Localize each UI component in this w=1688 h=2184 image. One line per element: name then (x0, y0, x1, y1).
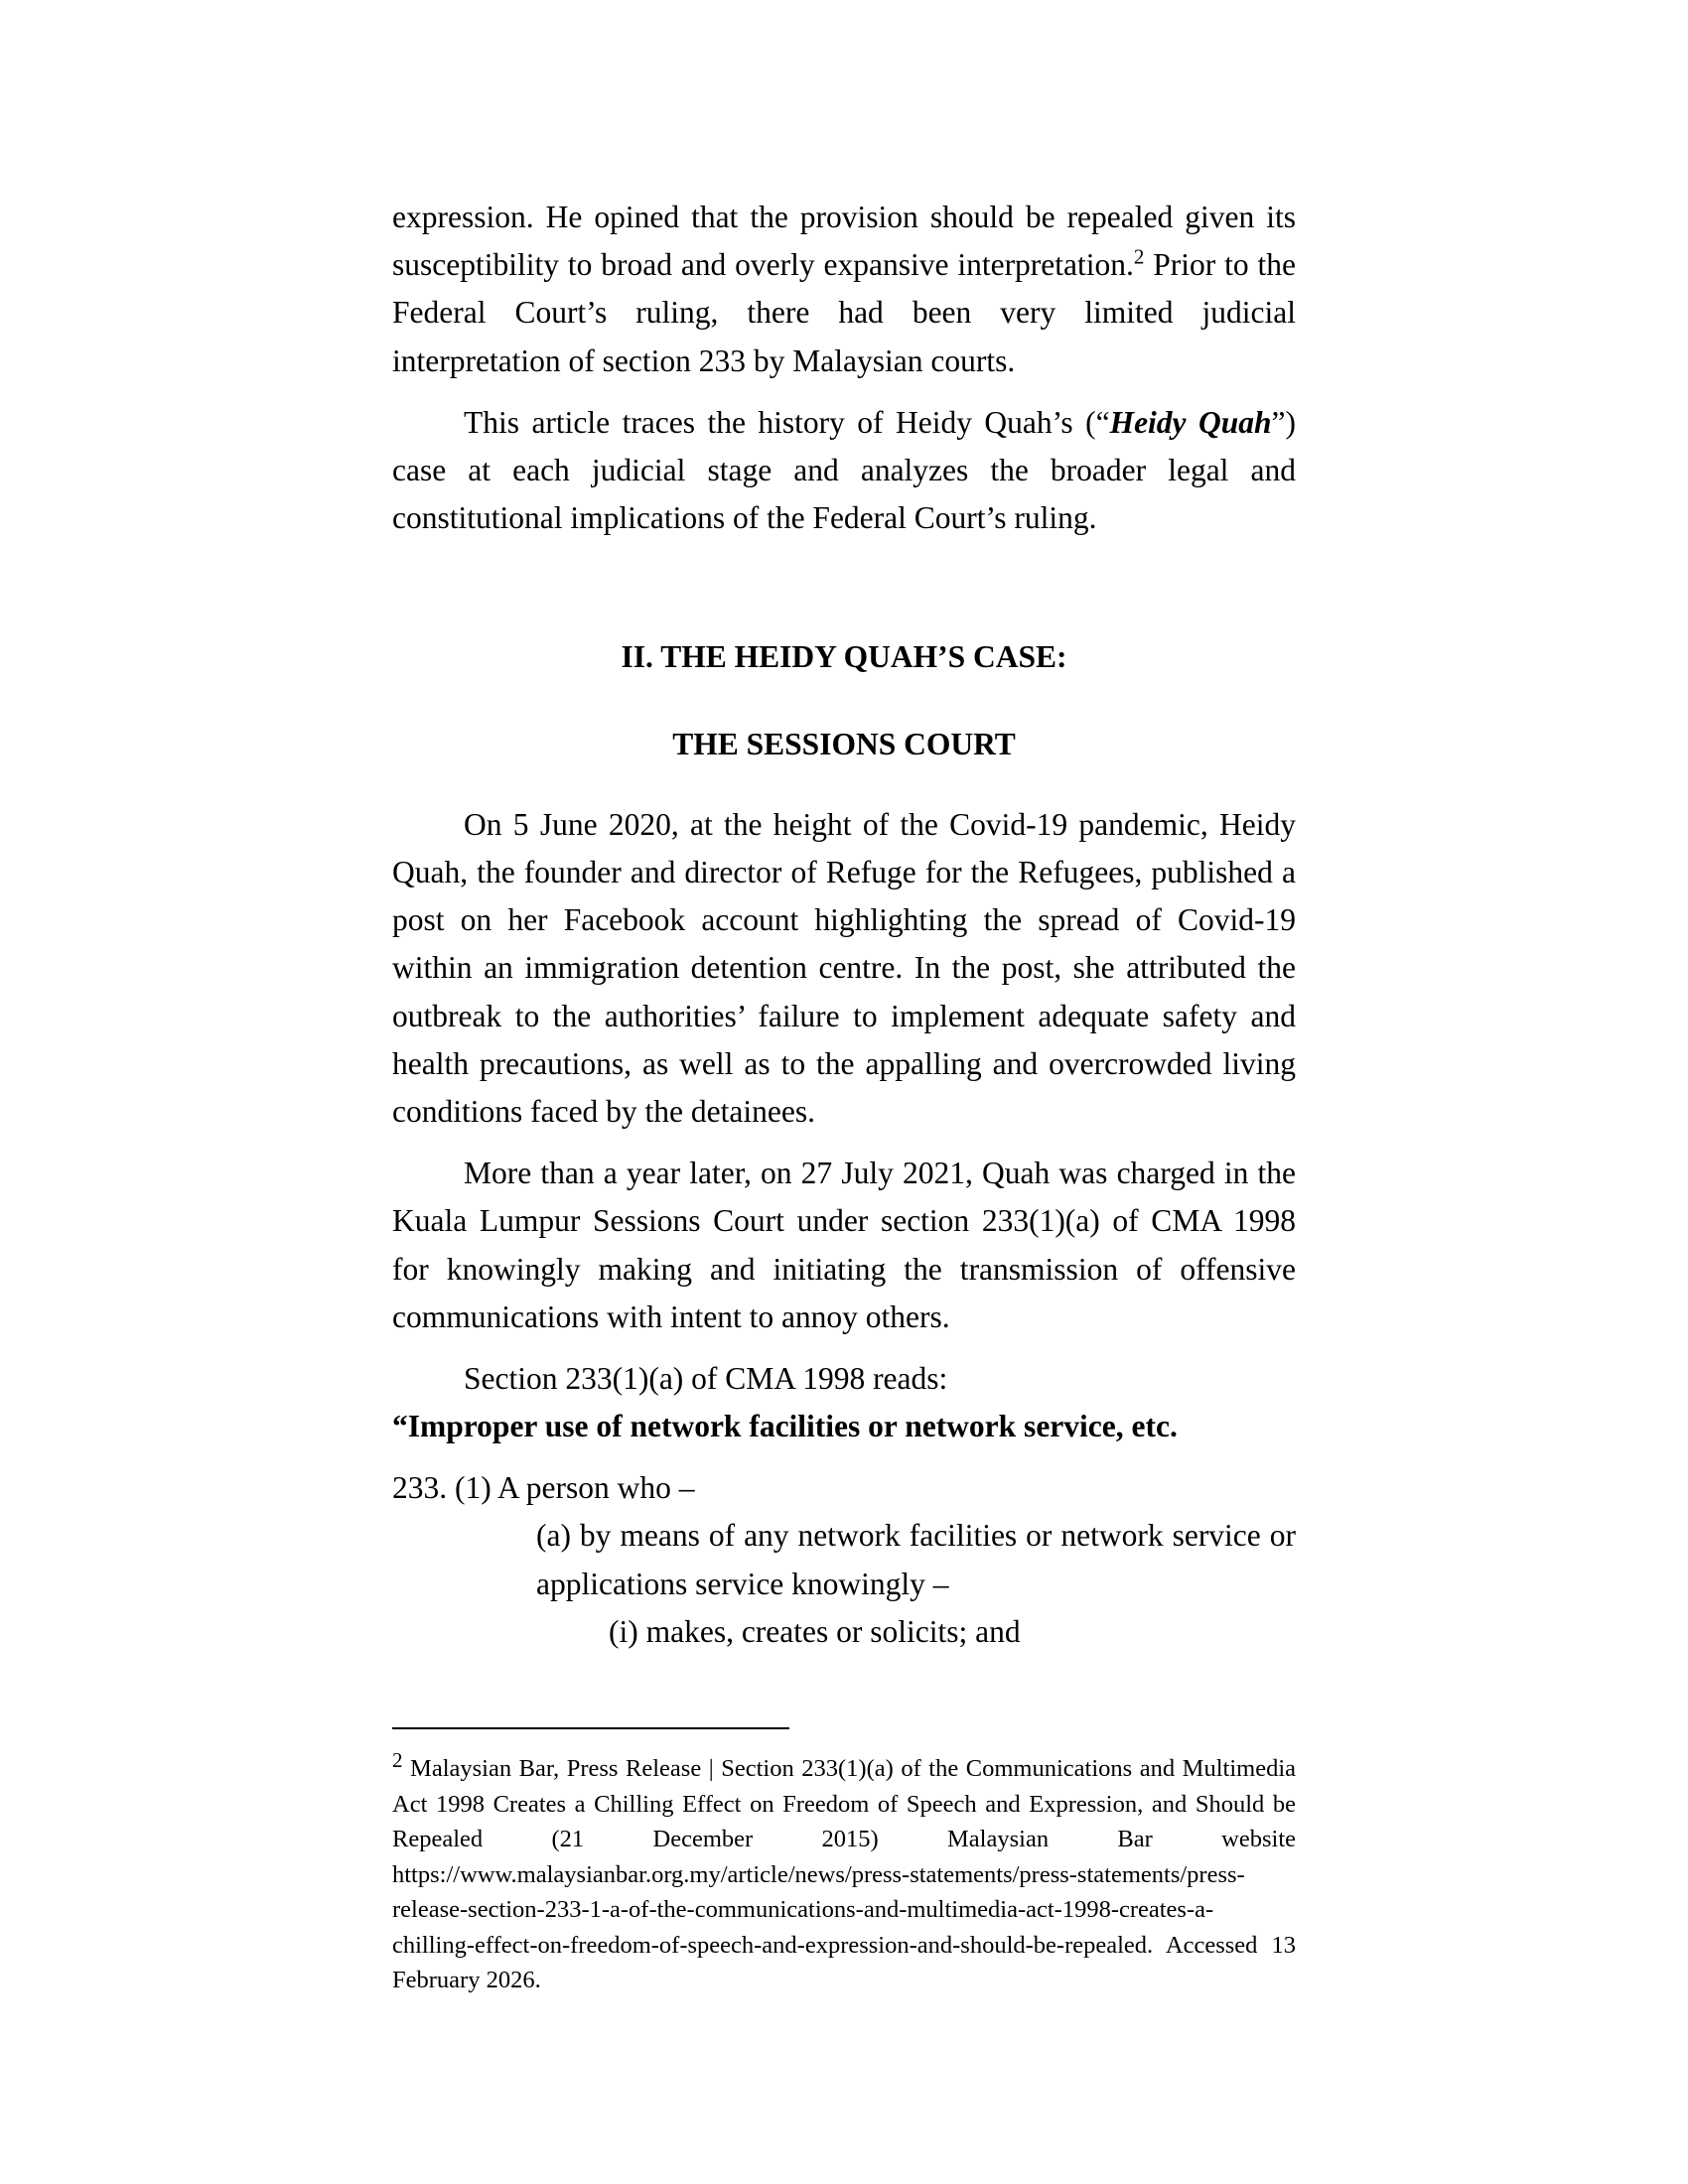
footnote-marker-2: 2 (392, 1747, 403, 1772)
footnote-reference-2: 2 (1133, 244, 1145, 269)
paragraph-article-traces-part1: This article traces the history of Heidy Quah’s (“ (464, 404, 1110, 440)
paragraph-section-reads: Section 233(1)(a) of CMA 1998 reads: (464, 1360, 948, 1396)
footnote-area (392, 1727, 1296, 1998)
quote-subclause-i: (i) makes, creates or solicits; and (609, 1613, 1021, 1649)
quote-subclause-a: (a) by means of any network facilities or network service or applications service knowingly – (536, 1518, 1296, 1601)
paragraph-more-than-a-year-later: More than a year later, on 27 July 2021, Quah was charged in the Kuala Lumpur Sessions Court under section 233(1)(a) of CMA 1998 for knowingly making and initiating the transmission of offensive communications with intent to annoy others. (392, 1156, 1296, 1334)
quote-heading-improper-use: “Improper use of network facilities or network service, etc. (392, 1409, 1178, 1444)
footnote-2-text: Malaysian Bar, Press Release | Section 233(1)(a) of the Communications and Multimedia Act 1998 Creates a Chilling Effect on Freedom of Speech and Expression, and Should be Repealed (21 December 2015) Malaysian Bar website https://www.malaysianbar.org.my/article/news/press-statements/press-statements/press-release-section-233-1-a-of-the-communications-and-multimedia-act-1998-creates-a-chilling-effect-on-freedom-of-speech-and-expression-and-should-be-repealed. Accessed 13 February 2026. (392, 1755, 1296, 1994)
paragraph-on-5-june-2020: On 5 June 2020, at the height of the Covid-19 pandemic, Heidy Quah, the founder and director of Refuge for the Refugees, published a post on her Facebook account highlighting the spread of Covid-19 within an immigration detention centre. In the post, she attributed the outbreak to the authorities’ failure to implement adequate safety and health precautions, as well as to the appalling and overcrowded living conditions faced by the detainees. (392, 806, 1296, 1129)
section-heading-2: THE SESSIONS COURT (672, 726, 1016, 761)
footnote-separator (392, 1727, 789, 1729)
paragraph-expression-part2: Prior to the Federal Court’s ruling, there had been very limited judicial interpretation of section 233 by Malaysian courts. (392, 247, 1296, 378)
page-body (392, 194, 1296, 1656)
paragraph-expression (392, 194, 1296, 385)
quote-clause-233-1: 233. (1) A person who – (392, 1470, 695, 1506)
section-heading-1: II. THE HEIDY QUAH’S CASE: (621, 639, 1067, 675)
paragraph-expression-part1: expression. He opined that the provision should be repealed given its susceptibility to broad and overly expansive interpretation. (392, 200, 1296, 283)
paragraph-article-traces-part2: ”) case at each judicial stage and analyzes the broader legal and constitutional implications of the Federal Court’s ruling. (392, 404, 1296, 536)
paragraph-article-traces (392, 399, 1296, 543)
case-name-heidy-quah: Heidy Quah (1109, 404, 1272, 440)
footnote-2 (392, 1747, 1296, 1998)
